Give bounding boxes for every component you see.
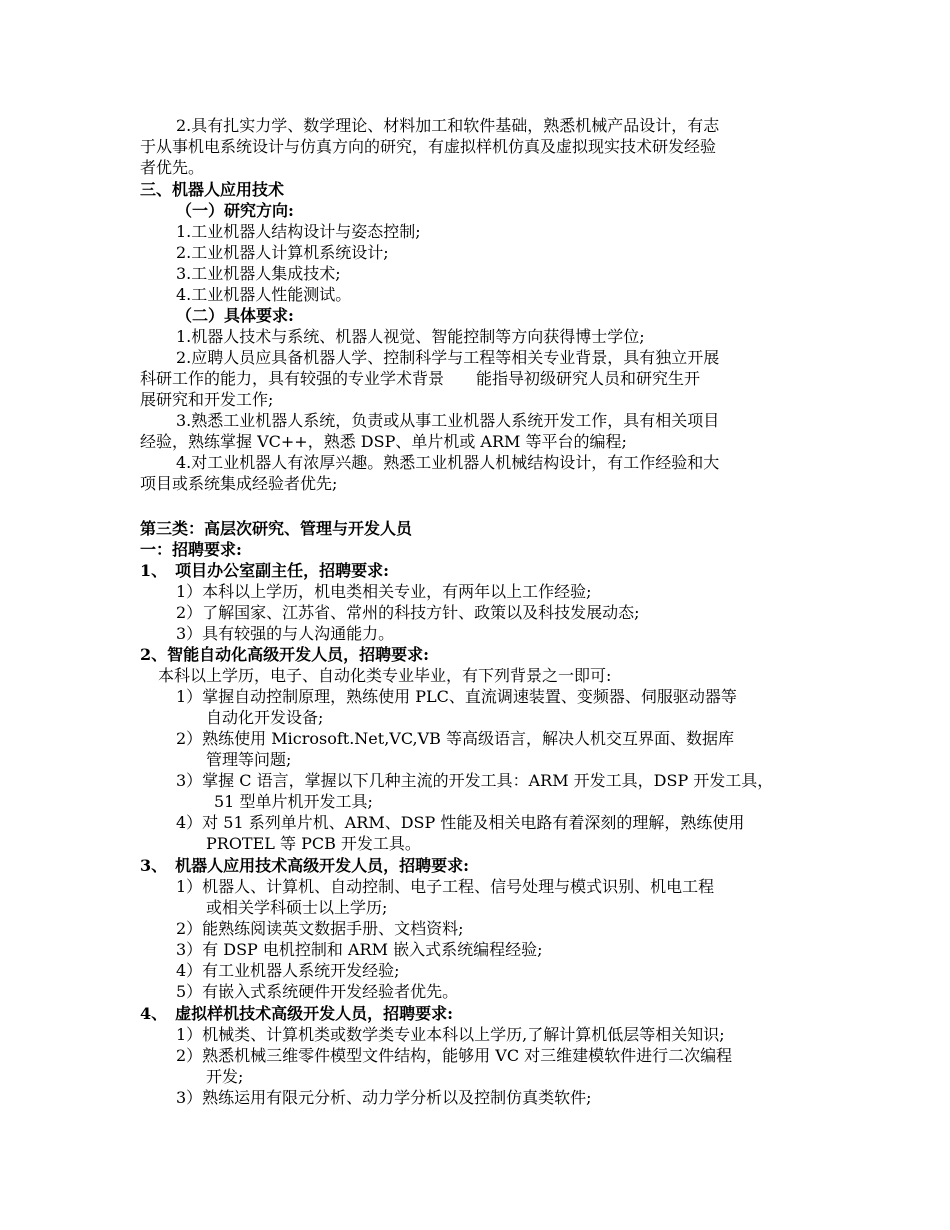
list-item: 3.工业机器人集成技术; bbox=[176, 264, 341, 283]
list-item-continuation: 管理等问题; bbox=[206, 750, 292, 769]
paragraph-line: 科研工作的能力，具有较强的专业学术背景 能指导初级研究人员和研究生开 bbox=[140, 369, 701, 388]
list-item: 2.应聘人员应具备机器人学、控制科学与工程等相关专业背景，具有独立开展 bbox=[176, 348, 720, 367]
list-item: 1）机械类、计算机类或数学类专业本科以上学历,了解计算机低层等相关知识; bbox=[176, 1025, 725, 1044]
list-item: 1）机器人、计算机、自动控制、电子工程、信号处理与模式识别、机电工程 bbox=[176, 877, 715, 896]
paragraph-line: 展研究和开发工作; bbox=[140, 390, 274, 409]
list-item: 4.工业机器人性能测试。 bbox=[176, 285, 352, 304]
list-item: 4）有工业机器人系统开发经验; bbox=[176, 961, 400, 980]
list-item: 2）能熟练阅读英文数据手册、文档资料; bbox=[176, 919, 464, 938]
paragraph-line: 于从事机电系统设计与仿真方向的研究，有虚拟样机仿真及虚拟现实技术研发经验 bbox=[140, 137, 717, 156]
section-heading: 一：招聘要求: bbox=[140, 540, 242, 559]
list-item: 2）了解国家、江苏省、常州的科技方针、政策以及科技发展动态; bbox=[176, 603, 640, 622]
position-heading: 2、智能自动化高级开发人员，招聘要求: bbox=[140, 645, 430, 664]
position-heading: 3、 机器人应用技术高级开发人员，招聘要求: bbox=[140, 856, 470, 875]
list-item: 1.工业机器人结构设计与姿态控制; bbox=[176, 222, 421, 241]
list-item: 3）有 DSP 电机控制和 ARM 嵌入式系统编程经验; bbox=[176, 940, 543, 959]
list-item: 3.熟悉工业机器人系统，负责或从事工业机器人系统开发工作，具有相关项目 bbox=[176, 411, 720, 430]
section-heading: 三、机器人应用技术 bbox=[140, 180, 285, 199]
list-item-continuation: 51 型单片机开发工具; bbox=[214, 792, 373, 811]
position-heading: 1、 项目办公室副主任，招聘要求: bbox=[140, 561, 390, 580]
list-item: 4.对工业机器人有浓厚兴趣。熟悉工业机器人机械结构设计，有工作经验和大 bbox=[176, 453, 720, 472]
list-item: 3）掌握 C 语言，掌握以下几种主流的开发工具：ARM 开发工具，DSP 开发工具， bbox=[176, 771, 774, 790]
list-item: 4）对 51 系列单片机、ARM、DSP 性能及相关电路有着深刻的理解，熟练使用 bbox=[176, 813, 745, 832]
list-item: 3）具有较强的与人沟通能力。 bbox=[176, 624, 395, 643]
list-item-continuation: 开发; bbox=[206, 1067, 244, 1086]
list-item: 2）熟练使用 Microsoft.Net,VC,VB 等高级语言，解决人机交互界面、数据库 bbox=[176, 729, 734, 748]
list-item-continuation: PROTEL 等 PCB 开发工具。 bbox=[206, 834, 421, 853]
list-item: 2）熟悉机械三维零件模型文件结构，能够用 VC 对三维建模软件进行二次编程 bbox=[176, 1046, 733, 1065]
list-item: 1.机器人技术与系统、机器人视觉、智能控制等方向获得博士学位; bbox=[176, 327, 645, 346]
list-item: 3）熟练运用有限元分析、动力学分析以及控制仿真类软件; bbox=[176, 1088, 592, 1107]
list-item: 2.工业机器人计算机系统设计; bbox=[176, 243, 389, 262]
subsection-heading: （二）具体要求: bbox=[176, 306, 294, 325]
paragraph-line: 2.具有扎实力学、数学理论、材料加工和软件基础，熟悉机械产品设计，有志 bbox=[176, 116, 720, 135]
paragraph-line: 项目或系统集成经验者优先; bbox=[140, 474, 338, 493]
subsection-heading: （一）研究方向: bbox=[176, 201, 294, 220]
paragraph-line: 者优先。 bbox=[140, 158, 205, 177]
list-item: 5）有嵌入式系统硬件开发经验者优先。 bbox=[176, 982, 459, 1001]
section-heading: 第三类：高层次研究、管理与开发人员 bbox=[140, 519, 413, 538]
position-heading: 4、 虚拟样机技术高级开发人员，招聘要求: bbox=[140, 1004, 454, 1023]
list-item: 1）本科以上学历，机电类相关专业，有两年以上工作经验; bbox=[176, 582, 592, 601]
list-item-continuation: 自动化开发设备; bbox=[206, 708, 324, 727]
list-item-continuation: 或相关学科硕士以上学历; bbox=[206, 898, 388, 917]
list-item: 1）掌握自动控制原理，熟练使用 PLC、直流调速装置、变频器、伺服驱动器等 bbox=[176, 687, 737, 706]
paragraph-line: 经验，熟练掌握 VC++，熟悉 DSP、单片机或 ARM 等平台的编程; bbox=[140, 432, 627, 451]
paragraph-line: 本科以上学历，电子、自动化类专业毕业，有下列背景之一即可: bbox=[158, 666, 612, 685]
